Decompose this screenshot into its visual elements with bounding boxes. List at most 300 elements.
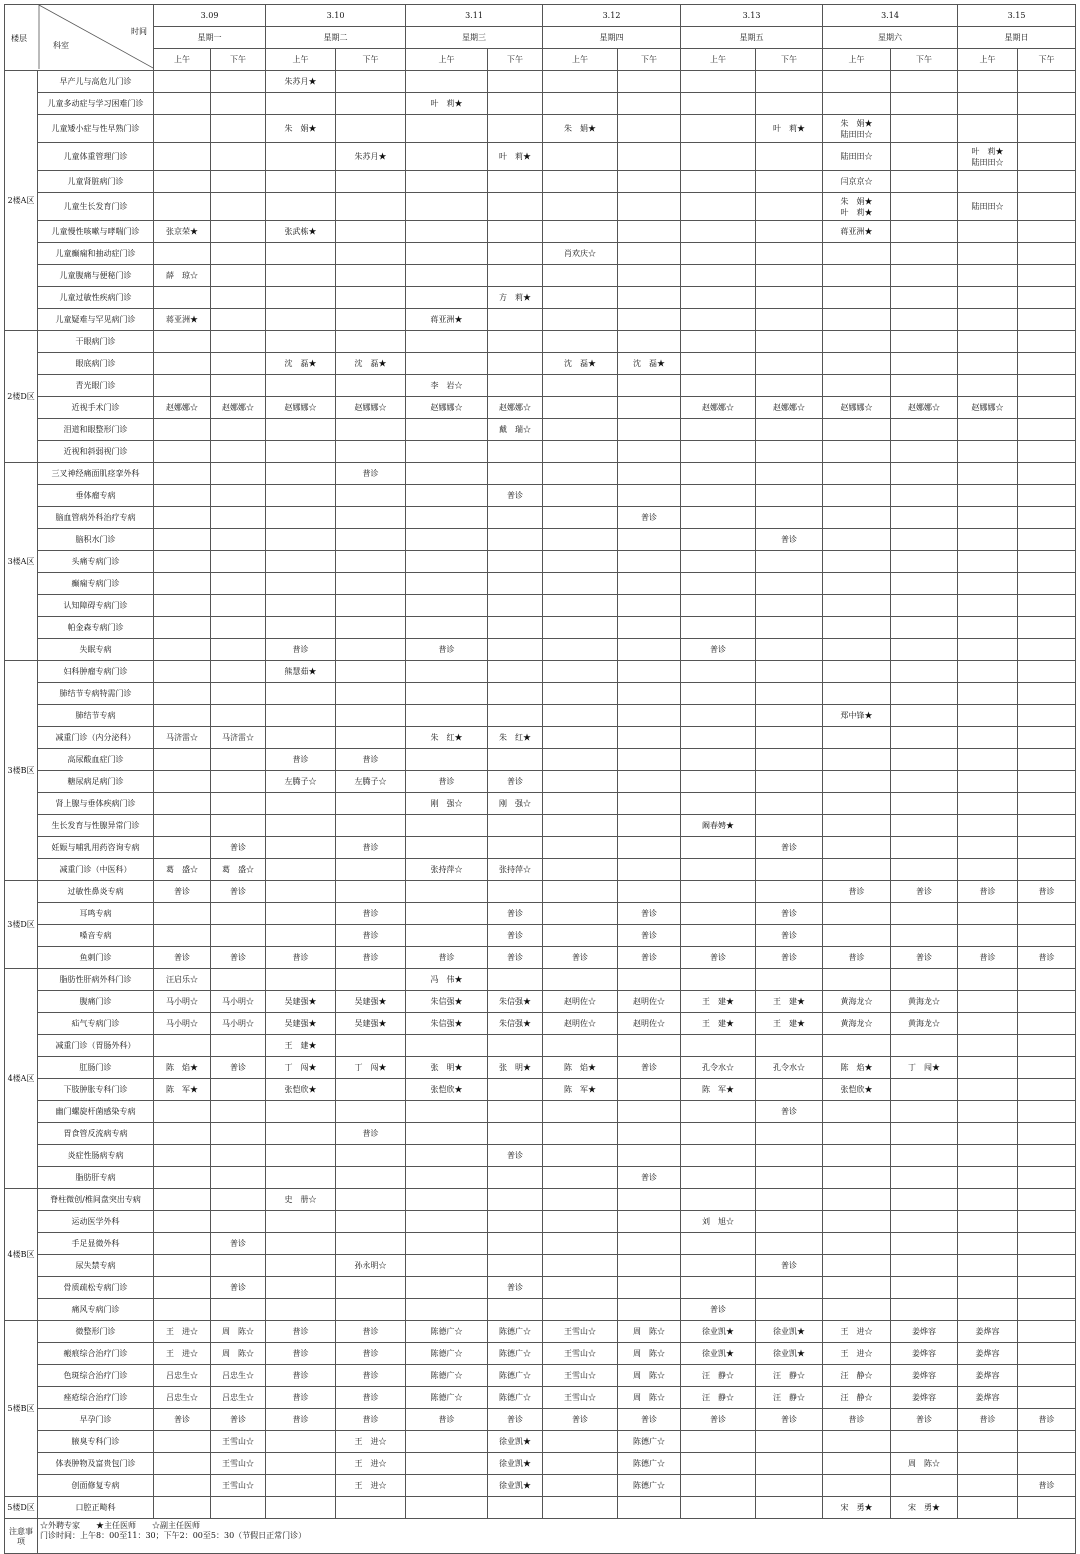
- schedule-cell: [958, 171, 1018, 193]
- schedule-cell: 普诊: [618, 925, 681, 947]
- schedule-cell: [891, 1233, 958, 1255]
- schedule-cell: [406, 1475, 488, 1497]
- department-cell: 儿童癫痫和抽动症门诊: [38, 243, 154, 265]
- table-row: [5, 1365, 1076, 1387]
- schedule-cell: [154, 1167, 211, 1189]
- schedule-cell: [266, 1123, 336, 1145]
- schedule-cell: 孙永明☆: [336, 1255, 406, 1277]
- schedule-cell: [543, 93, 618, 115]
- schedule-cell: [891, 551, 958, 573]
- schedule-cell: [681, 617, 756, 639]
- department-cell: 妊娠与哺乳用药咨询专病: [38, 837, 154, 859]
- schedule-cell: [618, 573, 681, 595]
- schedule-cell: 孔令水☆: [756, 1057, 823, 1079]
- table-row: [5, 309, 1076, 331]
- schedule-cell: [958, 859, 1018, 881]
- schedule-cell: 普诊: [336, 1387, 406, 1409]
- schedule-cell: [823, 771, 891, 793]
- schedule-cell: [891, 617, 958, 639]
- schedule-cell: [543, 1453, 618, 1475]
- schedule-cell: [266, 1101, 336, 1123]
- schedule-cell: [756, 771, 823, 793]
- schedule-cell: [211, 93, 266, 115]
- table-row: [5, 1299, 1076, 1321]
- schedule-cell: 普诊: [211, 1057, 266, 1079]
- schedule-cell: [336, 419, 406, 441]
- schedule-cell: 马济雷☆: [211, 727, 266, 749]
- department-cell: 体表肿物及富贵包门诊: [38, 1453, 154, 1475]
- schedule-cell: [154, 143, 211, 171]
- schedule-cell: [488, 1211, 543, 1233]
- corner-diagonal: [5, 5, 154, 69]
- schedule-cell: [1018, 265, 1076, 287]
- schedule-cell: [756, 815, 823, 837]
- department-cell: 早孕门诊: [38, 1409, 154, 1431]
- schedule-cell: [756, 859, 823, 881]
- schedule-cell: [823, 727, 891, 749]
- schedule-cell: [681, 171, 756, 193]
- schedule-cell: [823, 1035, 891, 1057]
- schedule-cell: [681, 71, 756, 93]
- department-cell: 肾上腺与垂体疾病门诊: [38, 793, 154, 815]
- department-cell: 尿失禁专病: [38, 1255, 154, 1277]
- notes-hours: 门诊时间：上午8：00至11：30；下午2：00至5：30（节假日正常门诊）: [40, 1531, 307, 1540]
- schedule-cell: [1018, 309, 1076, 331]
- schedule-cell: [266, 1299, 336, 1321]
- date-header: 3.15: [958, 5, 1076, 27]
- schedule-cell: [488, 375, 543, 397]
- schedule-cell: 普诊: [756, 529, 823, 551]
- schedule-cell: 周 陈☆: [211, 1343, 266, 1365]
- schedule-cell: 朱苏月★: [266, 71, 336, 93]
- schedule-cell: [823, 1123, 891, 1145]
- schedule-cell: [336, 617, 406, 639]
- schedule-cell: [543, 265, 618, 287]
- schedule-cell: [406, 1189, 488, 1211]
- schedule-cell: [543, 507, 618, 529]
- schedule-cell: 张 明★: [488, 1057, 543, 1079]
- department-cell: 减重门诊（胃肠外科）: [38, 1035, 154, 1057]
- schedule-cell: [154, 1431, 211, 1453]
- schedule-cell: [756, 93, 823, 115]
- schedule-cell: 郑中锋★: [823, 705, 891, 727]
- schedule-cell: [543, 1035, 618, 1057]
- schedule-cell: [958, 463, 1018, 485]
- schedule-cell: 朱信强★: [488, 991, 543, 1013]
- schedule-cell: [336, 193, 406, 221]
- schedule-cell: 普诊: [891, 1409, 958, 1431]
- schedule-cell: [823, 749, 891, 771]
- department-cell: 口腔正畸科: [38, 1497, 154, 1519]
- schedule-cell: [211, 353, 266, 375]
- department-cell: 儿童多动症与学习困难门诊: [38, 93, 154, 115]
- schedule-cell: 赵娜娜☆: [681, 397, 756, 419]
- schedule-cell: 丁 闯★: [266, 1057, 336, 1079]
- schedule-cell: [891, 1299, 958, 1321]
- schedule-cell: [618, 683, 681, 705]
- department-cell: 幽门螺旋杆菌感染专病: [38, 1101, 154, 1123]
- schedule-cell: [211, 1123, 266, 1145]
- schedule-cell: [406, 265, 488, 287]
- schedule-cell: [211, 331, 266, 353]
- table-row: [5, 375, 1076, 397]
- schedule-cell: [154, 1475, 211, 1497]
- schedule-cell: 普诊: [618, 1409, 681, 1431]
- floor-cell: 3楼A区: [5, 463, 38, 661]
- schedule-cell: [211, 529, 266, 551]
- schedule-cell: [488, 93, 543, 115]
- schedule-cell: 普诊: [756, 1101, 823, 1123]
- table-row: [5, 1497, 1076, 1519]
- schedule-cell: [891, 1277, 958, 1299]
- schedule-cell: [823, 1299, 891, 1321]
- schedule-cell: [618, 193, 681, 221]
- department-cell: 脂肪性肝病外科门诊: [38, 969, 154, 991]
- schedule-cell: [756, 1145, 823, 1167]
- schedule-cell: [336, 969, 406, 991]
- schedule-cell: [1018, 1079, 1076, 1101]
- schedule-cell: [543, 903, 618, 925]
- schedule-cell: [618, 969, 681, 991]
- schedule-cell: [211, 925, 266, 947]
- schedule-cell: 普诊: [958, 881, 1018, 903]
- schedule-cell: [891, 171, 958, 193]
- schedule-cell: [1018, 529, 1076, 551]
- schedule-cell: [1018, 331, 1076, 353]
- schedule-cell: [406, 71, 488, 93]
- schedule-cell: [266, 595, 336, 617]
- schedule-cell: [681, 551, 756, 573]
- schedule-cell: [336, 529, 406, 551]
- schedule-cell: 张持萍☆: [406, 859, 488, 881]
- schedule-cell: 普诊: [891, 881, 958, 903]
- schedule-cell: [823, 93, 891, 115]
- schedule-cell: [488, 221, 543, 243]
- schedule-cell: [756, 419, 823, 441]
- table-row: [5, 903, 1076, 925]
- schedule-cell: 戴 瑞☆: [488, 419, 543, 441]
- schedule-cell: [1018, 991, 1076, 1013]
- schedule-cell: 普诊: [618, 507, 681, 529]
- schedule-cell: [891, 1431, 958, 1453]
- schedule-cell: [266, 419, 336, 441]
- schedule-cell: 王 进☆: [336, 1431, 406, 1453]
- schedule-cell: [618, 529, 681, 551]
- department-cell: 肛肠门诊: [38, 1057, 154, 1079]
- doctor-name: 叶 莉★: [971, 146, 1004, 156]
- department-cell: 微整形门诊: [38, 1321, 154, 1343]
- schedule-cell: [618, 1123, 681, 1145]
- schedule-cell: [958, 419, 1018, 441]
- schedule-cell: [266, 529, 336, 551]
- schedule-cell: [618, 1255, 681, 1277]
- date-header: 3.14: [823, 5, 958, 27]
- schedule-cell: [618, 71, 681, 93]
- schedule-cell: 王 进☆: [154, 1343, 211, 1365]
- schedule-cell: [266, 287, 336, 309]
- schedule-cell: [618, 837, 681, 859]
- schedule-cell: [266, 573, 336, 595]
- doctor-name: 陆田田☆: [971, 157, 1004, 167]
- department-cell: 失眠专病: [38, 639, 154, 661]
- schedule-cell: 赵娜娜☆: [266, 397, 336, 419]
- schedule-cell: [1018, 683, 1076, 705]
- schedule-cell: [1018, 1277, 1076, 1299]
- schedule-cell: [211, 1167, 266, 1189]
- schedule-cell: 普诊: [154, 947, 211, 969]
- schedule-cell: [154, 193, 211, 221]
- schedule-cell: [488, 969, 543, 991]
- schedule-cell: [543, 925, 618, 947]
- schedule-cell: [406, 1453, 488, 1475]
- schedule-cell: [823, 1145, 891, 1167]
- schedule-cell: [336, 1101, 406, 1123]
- schedule-cell: [543, 397, 618, 419]
- schedule-cell: 王 进☆: [336, 1453, 406, 1475]
- schedule-cell: [543, 1497, 618, 1519]
- schedule-cell: [543, 143, 618, 171]
- schedule-cell: [618, 221, 681, 243]
- schedule-cell: 普诊: [681, 1299, 756, 1321]
- schedule-cell: 普诊: [488, 771, 543, 793]
- schedule-cell: [891, 683, 958, 705]
- schedule-cell: 普诊: [756, 837, 823, 859]
- schedule-cell: 陈德广☆: [618, 1431, 681, 1453]
- schedule-cell: [266, 331, 336, 353]
- schedule-cell: 普诊: [406, 1409, 488, 1431]
- schedule-cell: [681, 309, 756, 331]
- schedule-cell: [681, 375, 756, 397]
- schedule-cell: [211, 171, 266, 193]
- department-cell: 脑血管病外科治疗专病: [38, 507, 154, 529]
- schedule-cell: 沈 磊★: [618, 353, 681, 375]
- schedule-cell: [958, 93, 1018, 115]
- schedule-cell: [1018, 1387, 1076, 1409]
- schedule-cell: [154, 463, 211, 485]
- schedule-cell: 姜烨容: [891, 1321, 958, 1343]
- schedule-cell: 赵娜娜☆: [958, 397, 1018, 419]
- schedule-cell: [266, 193, 336, 221]
- department-cell: 早产儿与高危儿门诊: [38, 71, 154, 93]
- schedule-cell: [266, 837, 336, 859]
- schedule-cell: [756, 639, 823, 661]
- department-cell: 鱼刺门诊: [38, 947, 154, 969]
- schedule-cell: [211, 143, 266, 171]
- schedule-cell: [211, 1255, 266, 1277]
- schedule-cell: [543, 441, 618, 463]
- schedule-cell: [958, 903, 1018, 925]
- schedule-cell: [958, 1079, 1018, 1101]
- pm-header: 下午: [336, 49, 406, 71]
- floor-header: 楼层: [11, 34, 27, 43]
- department-cell: 痛风专病门诊: [38, 1299, 154, 1321]
- schedule-cell: [891, 573, 958, 595]
- schedule-cell: [211, 1101, 266, 1123]
- schedule-cell: [154, 551, 211, 573]
- schedule-cell: [823, 837, 891, 859]
- schedule-cell: [211, 1189, 266, 1211]
- schedule-cell: 沈 磊★: [336, 353, 406, 375]
- schedule-cell: [336, 221, 406, 243]
- schedule-cell: [891, 1211, 958, 1233]
- table-row: [5, 771, 1076, 793]
- schedule-cell: [891, 331, 958, 353]
- weekday-header: 星期一: [154, 27, 266, 49]
- schedule-cell: 马小明☆: [211, 1013, 266, 1035]
- schedule-cell: 普诊: [211, 1277, 266, 1299]
- schedule-cell: [618, 727, 681, 749]
- schedule-cell: 普诊: [618, 947, 681, 969]
- schedule-cell: [756, 1035, 823, 1057]
- table-row: [5, 485, 1076, 507]
- schedule-cell: [823, 793, 891, 815]
- schedule-cell: [488, 617, 543, 639]
- schedule-cell: [211, 551, 266, 573]
- schedule-cell: [154, 661, 211, 683]
- schedule-cell: [488, 115, 543, 143]
- schedule-cell: [823, 661, 891, 683]
- schedule-cell: [1018, 1497, 1076, 1519]
- table-row: [5, 1453, 1076, 1475]
- schedule-cell: [756, 171, 823, 193]
- schedule-cell: [336, 1299, 406, 1321]
- schedule-cell: 普诊: [266, 749, 336, 771]
- schedule-cell: 普诊: [756, 1255, 823, 1277]
- schedule-cell: [488, 1101, 543, 1123]
- schedule-cell: [618, 1233, 681, 1255]
- table-row: [5, 639, 1076, 661]
- schedule-cell: 朱 娟★: [266, 115, 336, 143]
- schedule-cell: [681, 1475, 756, 1497]
- schedule-cell: [211, 243, 266, 265]
- schedule-cell: [154, 705, 211, 727]
- schedule-cell: 赵娜娜☆: [823, 397, 891, 419]
- schedule-cell: 普诊: [336, 1365, 406, 1387]
- schedule-cell: [336, 661, 406, 683]
- schedule-cell: [618, 661, 681, 683]
- schedule-cell: [211, 595, 266, 617]
- schedule-cell: 朱信强★: [488, 1013, 543, 1035]
- schedule-cell: [488, 1255, 543, 1277]
- schedule-cell: [406, 171, 488, 193]
- schedule-cell: [336, 683, 406, 705]
- schedule-cell: [958, 793, 1018, 815]
- schedule-cell: [756, 727, 823, 749]
- schedule-cell: [406, 1277, 488, 1299]
- schedule-cell: [488, 353, 543, 375]
- table-row: [5, 331, 1076, 353]
- schedule-cell: [406, 419, 488, 441]
- weekday-header: 星期四: [543, 27, 681, 49]
- schedule-cell: [756, 1453, 823, 1475]
- schedule-cell: [154, 115, 211, 143]
- schedule-cell: [266, 243, 336, 265]
- schedule-cell: 王 建★: [756, 991, 823, 1013]
- schedule-cell: [336, 1079, 406, 1101]
- schedule-cell: [211, 683, 266, 705]
- schedule-cell: 普诊: [958, 947, 1018, 969]
- schedule-cell: [543, 71, 618, 93]
- schedule-cell: 姜烨容: [958, 1321, 1018, 1343]
- schedule-cell: [1018, 859, 1076, 881]
- header-corner: [5, 5, 154, 71]
- schedule-cell: [1018, 71, 1076, 93]
- schedule-cell: 普诊: [266, 1343, 336, 1365]
- schedule-cell: [958, 683, 1018, 705]
- department-cell: 脂肪肝专病: [38, 1167, 154, 1189]
- schedule-cell: [543, 1431, 618, 1453]
- schedule-cell: [1018, 375, 1076, 397]
- schedule-cell: [336, 171, 406, 193]
- schedule-cell: [681, 749, 756, 771]
- schedule-cell: 陈 军★: [681, 1079, 756, 1101]
- schedule-cell: [681, 705, 756, 727]
- schedule-cell: [756, 661, 823, 683]
- schedule-cell: [211, 1211, 266, 1233]
- schedule-cell: [406, 903, 488, 925]
- department-cell: 糖尿病足病门诊: [38, 771, 154, 793]
- notes-row: [5, 1519, 1076, 1554]
- department-cell: 胃食管反流病专病: [38, 1123, 154, 1145]
- schedule-cell: [823, 71, 891, 93]
- schedule-cell: [406, 617, 488, 639]
- schedule-cell: [1018, 1255, 1076, 1277]
- schedule-cell: [618, 243, 681, 265]
- schedule-cell: 普诊: [336, 749, 406, 771]
- schedule-cell: 马小明☆: [154, 1013, 211, 1035]
- schedule-cell: [618, 1035, 681, 1057]
- schedule-cell: 普诊: [543, 1409, 618, 1431]
- schedule-cell: [154, 1233, 211, 1255]
- floor-cell: 5楼D区: [5, 1497, 38, 1519]
- schedule-cell: [618, 397, 681, 419]
- schedule-cell: [958, 331, 1018, 353]
- schedule-cell: 普诊: [154, 881, 211, 903]
- table-row: [5, 1145, 1076, 1167]
- schedule-cell: [1018, 115, 1076, 143]
- schedule-cell: [543, 771, 618, 793]
- schedule-cell: [958, 1255, 1018, 1277]
- schedule-cell: [266, 1277, 336, 1299]
- schedule-cell: [211, 815, 266, 837]
- schedule-cell: [336, 1211, 406, 1233]
- schedule-cell: 陈德广☆: [488, 1321, 543, 1343]
- schedule-cell: [154, 441, 211, 463]
- schedule-cell: [211, 375, 266, 397]
- schedule-cell: 姜烨容: [891, 1387, 958, 1409]
- schedule-cell: [756, 683, 823, 705]
- schedule-cell: [543, 463, 618, 485]
- schedule-cell: [958, 115, 1018, 143]
- department-cell: 骨质疏松专病门诊: [38, 1277, 154, 1299]
- am-header: 上午: [266, 49, 336, 71]
- schedule-cell: [543, 1123, 618, 1145]
- schedule-cell: [891, 221, 958, 243]
- department-cell: 帕金森专病门诊: [38, 617, 154, 639]
- schedule-cell: [543, 793, 618, 815]
- schedule-cell: [681, 485, 756, 507]
- schedule-cell: 普诊: [336, 1343, 406, 1365]
- schedule-cell: [543, 1211, 618, 1233]
- schedule-cell: 蒋亚洲★: [406, 309, 488, 331]
- department-cell: 垂体瘤专病: [38, 485, 154, 507]
- schedule-cell: [681, 193, 756, 221]
- table-row: [5, 661, 1076, 683]
- schedule-cell: [211, 71, 266, 93]
- schedule-cell: [543, 1277, 618, 1299]
- department-cell: 眼底病门诊: [38, 353, 154, 375]
- weekday-header: 星期六: [823, 27, 958, 49]
